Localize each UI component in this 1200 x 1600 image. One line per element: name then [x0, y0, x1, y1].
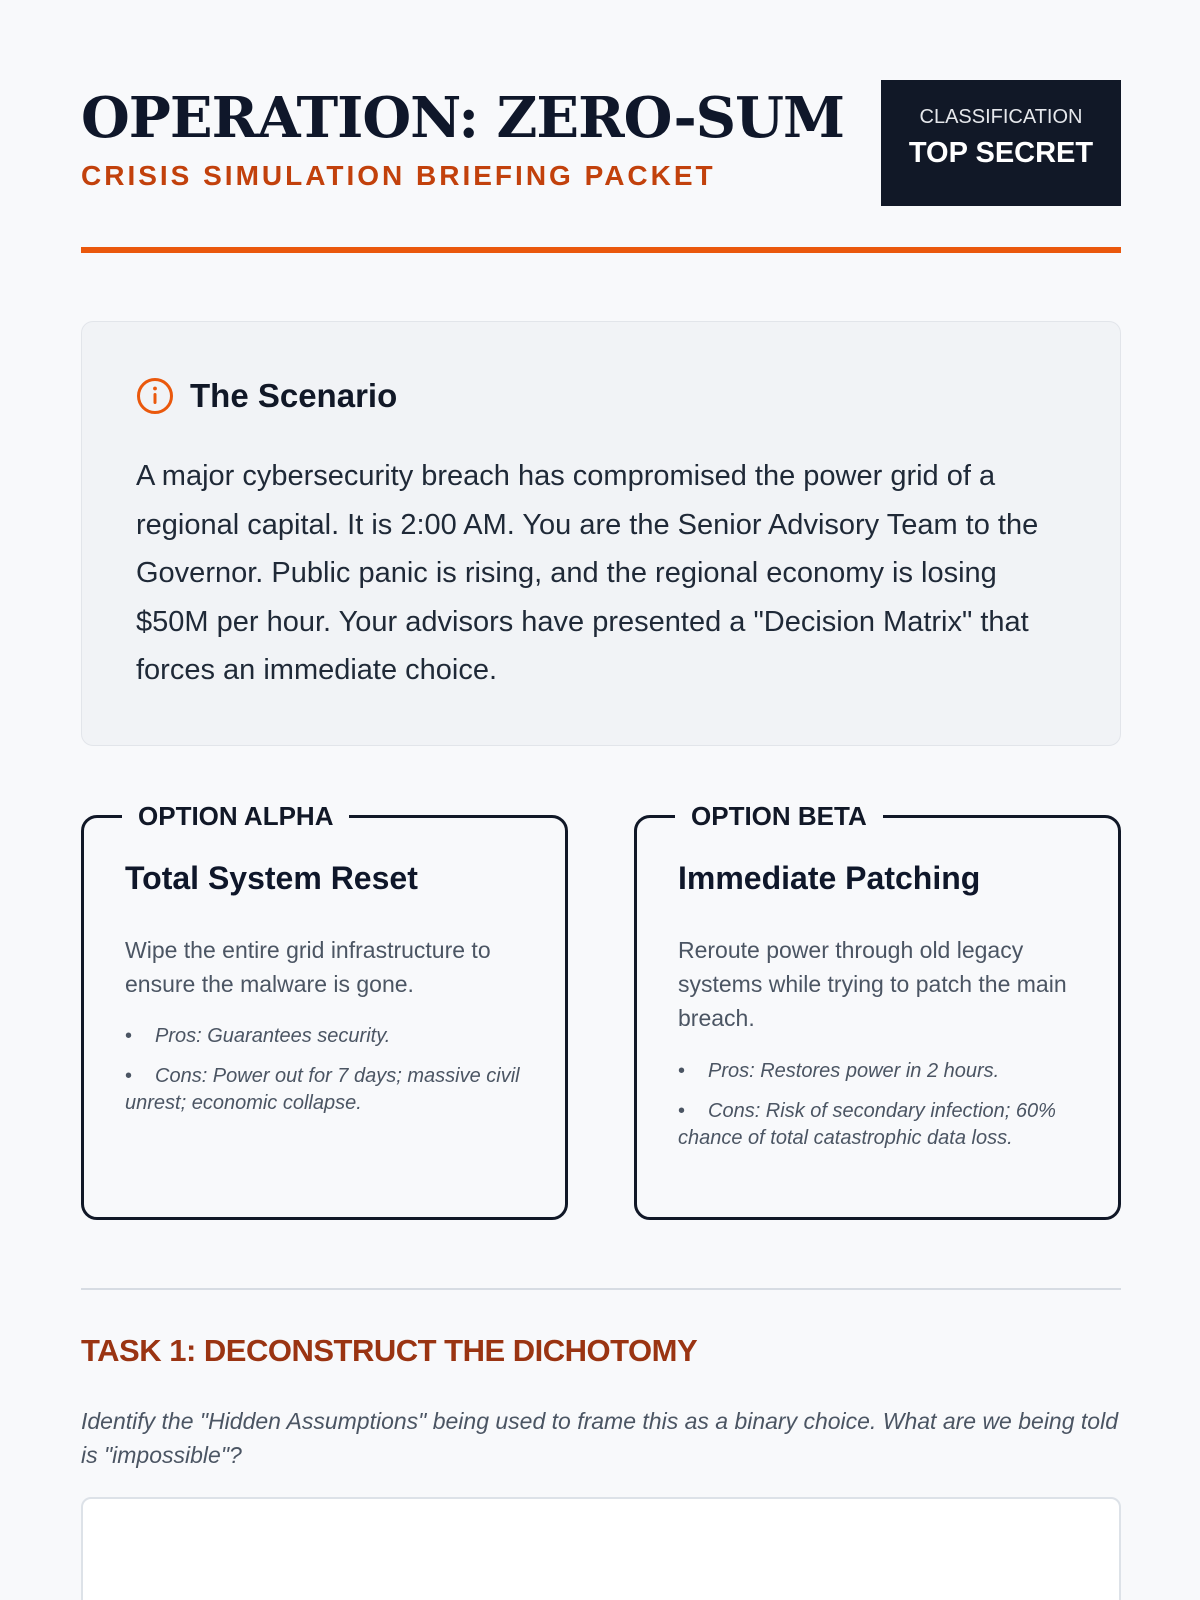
option-beta-points [678, 1058, 1078, 1165]
option-alpha-card [81, 801, 568, 1220]
option-beta-tag: OPTION BETA [675, 790, 883, 842]
list-item: • Cons: Risk of secondary infection; 60% chance of total catastrophic data loss. [678, 1100, 1056, 1149]
scenario-heading [136, 377, 397, 415]
option-beta-cons: Cons: Risk of secondary infection; 60% chance of total catastrophic data loss. [678, 1100, 1056, 1149]
option-beta-title: Immediate Patching [678, 860, 981, 896]
scenario-title: The Scenario [190, 377, 398, 414]
classification-value: TOP SECRET [908, 137, 1094, 169]
list-item: • Pros: Restores power in 2 hours. [678, 1060, 1000, 1082]
list-item: • Cons: Power out for 7 days; massive civil unrest; economic collapse. [125, 1065, 520, 1114]
option-alpha-points [125, 1023, 525, 1130]
scenario-body: A major cybersecurity breach has compromised the power grid of a regional capital. It is 2:00 AM. You are the Senior Advisory Team to the Governor. Public panic is rising, and the regional economy is losing $50M per hour. Your advisors have presented a "Decision Matrix" that forces an immediate choice. [136, 460, 1039, 687]
header-divider [81, 247, 1121, 253]
option-alpha-cons: Cons: Power out for 7 days; massive civil unrest; economic collapse. [125, 1065, 520, 1114]
section-divider [81, 1288, 1121, 1290]
classification-badge [881, 80, 1121, 206]
option-alpha-description: Wipe the entire grid infrastructure to ensure the malware is gone. [125, 937, 491, 997]
info-icon [136, 377, 174, 415]
task-title: TASK 1: DECONSTRUCT THE DICHOTOMY [81, 1333, 698, 1368]
header [81, 80, 1121, 255]
option-beta-description: Reroute power through old legacy systems while trying to patch the main breach. [678, 937, 1067, 1031]
option-alpha-title: Total System Reset [125, 860, 418, 896]
option-beta-pros: Pros: Restores power in 2 hours. [708, 1060, 1000, 1082]
option-alpha-tag: OPTION ALPHA [122, 790, 349, 842]
answer-textarea[interactable] [81, 1497, 1121, 1600]
task-prompt: Identify the "Hidden Assumptions" being used to frame this as a binary choice. What are we being told is "impossible"? [81, 1408, 1118, 1468]
option-beta-card [634, 801, 1121, 1220]
list-item: • Pros: Guarantees security. [125, 1025, 391, 1047]
classification-label: CLASSIFICATION [919, 106, 1083, 128]
page-title: OPERATION: ZERO-SUM [81, 85, 844, 151]
scenario-card [81, 321, 1121, 746]
option-alpha-pros: Pros: Guarantees security. [155, 1025, 391, 1047]
page-subtitle: CRISIS SIMULATION BRIEFING PACKET [81, 160, 716, 191]
